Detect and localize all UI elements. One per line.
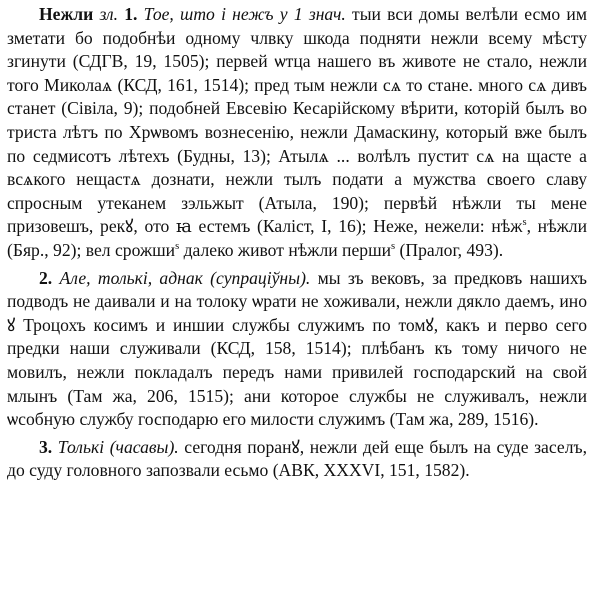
sense-3-citations: сегодня поранꙋ, нежли дей еще былъ на суде заселъ, до суду головного запозвали есьмо (АВК, XXXVI, 151, 1582). bbox=[7, 436, 587, 481]
sense-1-gloss: Тое, што і нежъ у 1 знач. bbox=[143, 4, 346, 24]
entry-headword: Нежли bbox=[39, 4, 94, 24]
sense-3-paragraph bbox=[7, 436, 587, 483]
sense-3-number: 3. bbox=[39, 436, 53, 457]
sense-1-paragraph bbox=[7, 3, 587, 263]
sense-1-citations: тыи вси домы велѣли есмо им зметати бо подобнѣи одному члвку шкода подняти нежли всему мѣсту згинути (СДГВ, 19, 1505); первей ѡтца нашего въ животе не стало, нежли того Миколаѧ (КСД, 161, 1514); пред тым нежли сѧ то стане. много сѧ дивъ станет (Сівіла, 9); подобней Евсевію Кесарійскому вѣрити, которій былъ во триста лѣтъ по Хрѡвомъ вознесенію, нежли Дамаскину, который вже былъ по седмисотъ лѣтехъ (Будны, 13); Атылѧ ... волѣлъ пустит сѧ на щасте а всѧкого нещастѧ дознати, нежли тылъ подати а мужства своего славу спросным утеканем зэльжыт (Атыла, 190); первѣй нѣжли ты мене призовешъ, рекꙋ, ото ꙗ естемъ (Каліст, I, 16); Неже, нежели: нѣж bbox=[7, 4, 587, 237]
sense-3-gloss: Толькі (часавы). bbox=[57, 436, 179, 457]
sense-2-paragraph bbox=[7, 267, 587, 432]
abbrev-superscript: s bbox=[522, 217, 527, 229]
part-of-speech: зл. bbox=[99, 4, 118, 24]
abbrev-superscript: s bbox=[391, 241, 396, 253]
sense-2-gloss: Але, толькі, аднак (супрацiўны). bbox=[59, 267, 311, 288]
sense-2-number: 2. bbox=[39, 267, 53, 288]
abbrev-superscript: s bbox=[175, 241, 180, 253]
sense-2-citations: мы зъ вековъ, за предковъ нашихъ подводъ не даивали и на толоку ѡрати не хоживали, нежли дякло даемъ, ино ꙋ Троцохъ косимъ и иншии службы служимъ по томꙋ, какъ и перво сего предки наши служивали (КСД, 158, 1514); плѣбанъ къ тому ничого не мовилъ, нежли покладалъ передъ нами привилей господарский на свой млынъ (Там жа, 206, 1515); ани которое службы не служивалъ, нежли ѡсобную службу господарю его милости служимъ (Там жа, 289, 1516). bbox=[7, 267, 587, 430]
sense-1-citations-cont: , нѣжли (Бяр., 92); вел срожши bbox=[7, 216, 587, 260]
sense-1-citations-end: (Пралог, 493). bbox=[395, 239, 504, 260]
sense-1-citations-cont: далеко живот нѣжли перши bbox=[179, 239, 392, 260]
sense-1-number: 1. bbox=[124, 4, 138, 24]
